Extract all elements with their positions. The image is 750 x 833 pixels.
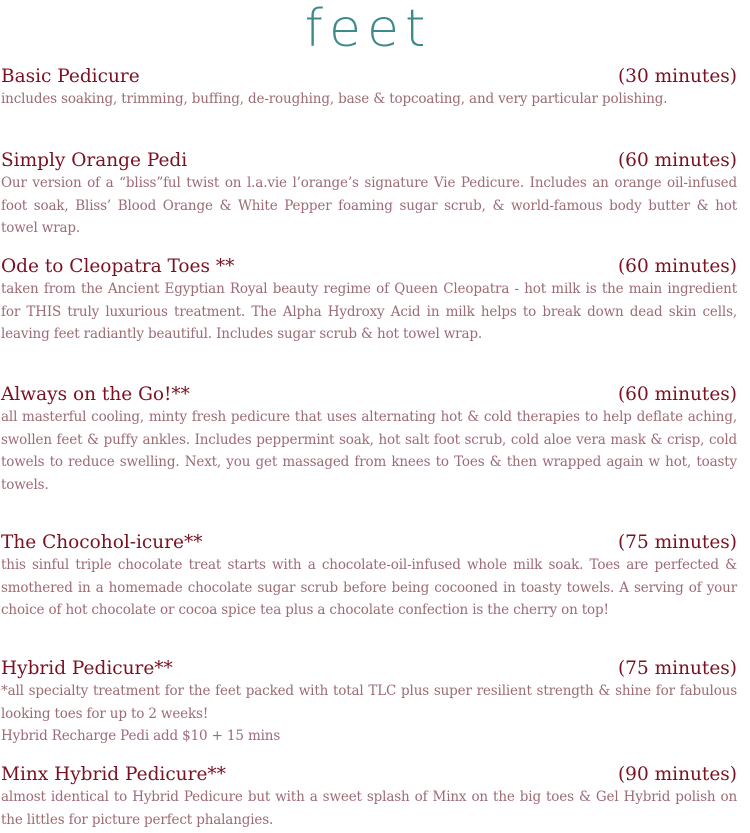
service-description: almost identical to Hybrid Pedicure but with a sweet splash of Minx on the big toes & Gel Hybrid polish on the littles for picture perfect phalangies. [1, 789, 737, 828]
service-name: Basic Pedicure [1, 66, 140, 87]
service-header [1, 256, 737, 278]
service-description: taken from the Ancient Egyptian Royal beauty regime of Queen Cleopatra - hot milk is the main ingredient for THIS truly luxurious treatment. The Alpha Hydroxy Acid in milk helps to break down dead skin cells, leaving feet radiantly beautiful. Includes sugar scrub & hot towel wrap. [1, 281, 737, 343]
service-the-chocohol-icure [1, 532, 737, 622]
service-addon: Hybrid Recharge Pedi add $10 + 15 mins [1, 728, 281, 745]
service-duration: (75 minutes) [617, 532, 737, 553]
service-name: Minx Hybrid Pedicure** [1, 764, 226, 785]
service-name: Simply Orange Pedi [1, 150, 188, 171]
service-header [1, 384, 737, 406]
service-always-on-the-go [1, 384, 737, 496]
service-hybrid-pedicure [1, 658, 737, 748]
service-header [1, 532, 737, 554]
page-title: feet [304, 0, 432, 59]
service-description: this sinful triple chocolate treat starts with a chocolate-oil-infused whole milk soak. Toes are perfected & smothered in a homemade chocolate sugar scrub before being cocooned in toasty towels. A serving of your choice of hot chocolate or cocoa spice tea plus a chocolate confection is the cherry on top! [1, 557, 737, 619]
service-minx-hybrid-pedicure [1, 764, 737, 831]
service-duration: (75 minutes) [617, 658, 737, 679]
service-name: The Chocohol-icure** [1, 532, 203, 553]
service-description: *all specialty treatment for the feet packed with total TLC plus super resilient strength & shine for fabulous looking toes for up to 2 weeks! [1, 683, 737, 722]
service-basic-pedicure [1, 66, 737, 111]
service-name: Hybrid Pedicure** [1, 658, 173, 679]
service-duration: (90 minutes) [617, 764, 737, 785]
service-name: Ode to Cleopatra Toes ** [1, 256, 235, 277]
service-duration: (60 minutes) [617, 384, 737, 405]
service-duration: (30 minutes) [617, 66, 737, 87]
service-header [1, 658, 737, 680]
service-ode-to-cleopatra-toes [1, 256, 737, 346]
service-description: includes soaking, trimming, buffing, de-roughing, base & topcoating, and very particular polishing. [1, 91, 668, 107]
service-description: Our version of a “bliss”ful twist on l.a.vie l’orange’s signature Vie Pedicure. Includes an orange oil-infused foot soak, Bliss’ Blood Orange & White Pepper foaming sugar scrub, & world-famous body butter & hot towel wrap. [1, 175, 737, 237]
service-name: Always on the Go!** [1, 384, 190, 405]
service-description: all masterful cooling, minty fresh pedicure that uses alternating hot & cold therapies to help deflate aching, swollen feet & puffy ankles. Includes peppermint soak, hot salt foot scrub, cold aloe vera mask & crisp, cold towels to reduce swelling. Next, you get massaged from knees to Toes & then wrapped again w hot, toasty towels. [1, 409, 737, 493]
service-duration: (60 minutes) [617, 150, 737, 171]
service-simply-orange-pedi [1, 150, 737, 240]
service-header [1, 150, 737, 172]
service-header [1, 66, 737, 88]
service-duration: (60 minutes) [617, 256, 737, 277]
service-header [1, 764, 737, 786]
